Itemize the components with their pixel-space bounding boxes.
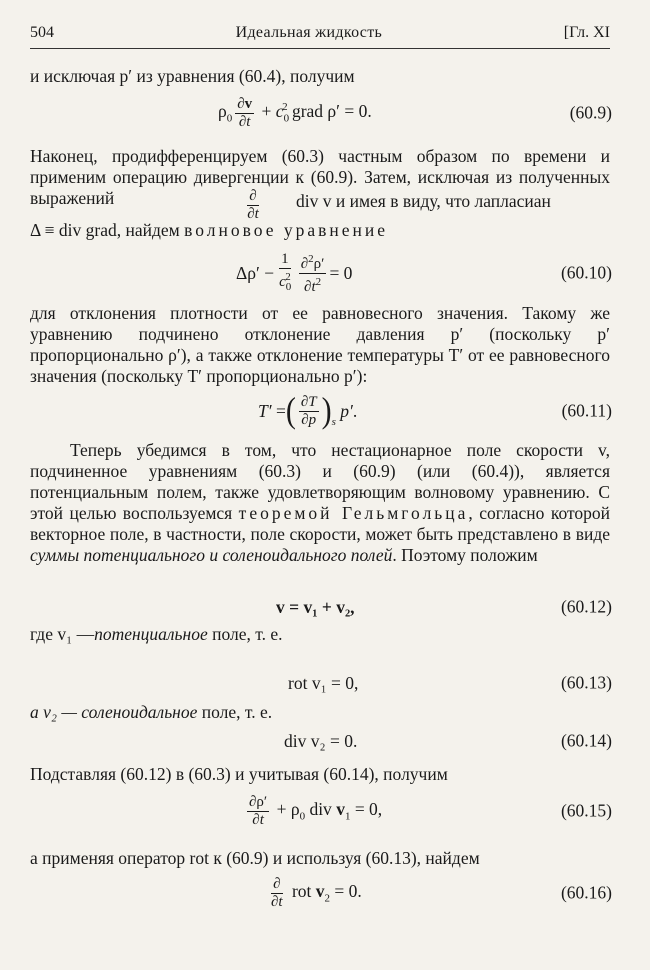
paragraph-4: Теперь убедимся в том, что нестационарное поле скорости v, подчиненное уравнениям (60.3) и (60.9) (или (60.4)), является потенциальным полем, также удовлетворяющим волновому уравнению. С этой целью воспользуемся теоремой Гельмгольца, согласно которой векторное поле, в частности, поле скорости, может быть представлено в виде суммы потенциального и соленоидального полей. Поэтому положим	[30, 440, 611, 565]
paragraph-7: Подставляя (60.12) в (60.3) и учитывая (60.14), получим	[30, 764, 448, 784]
equation-60-9	[0, 88, 650, 138]
equation-number: (60.10)	[560, 262, 612, 283]
paragraph-2-tail: div v и имея в виду, что лапласиан	[296, 191, 551, 211]
paragraph-6: а v₂ — соленоидальное поле, т. е.	[30, 702, 273, 722]
chapter-label: [Гл. XI	[563, 24, 610, 41]
paragraph-5: где v₁ —потенциальное поле, т. е.	[30, 624, 283, 644]
equation-number: (60.14)	[560, 730, 612, 751]
equation-body: T′ = ( $\frac{\partial T}{\partial p}$ ) $_s$ p′.	[258, 390, 358, 431]
paragraph-1: и исключая p′ из уравнения (60.4), получим	[30, 66, 355, 86]
equation-body: v = v₁ + v₂,	[276, 596, 355, 617]
d-dt-operator: $\frac{\partial}{\partial t}$	[247, 188, 259, 222]
equation-number: (60.13)	[560, 672, 612, 693]
page-number: 504	[30, 24, 54, 41]
equation-60-13	[0, 658, 650, 708]
equation-number: (60.11)	[561, 400, 612, 421]
equation-body: div v₂ = 0.	[284, 730, 358, 751]
equation-60-15	[0, 786, 650, 836]
running-header	[30, 24, 610, 49]
equation-60-10	[0, 248, 650, 298]
paragraph-2: Наконец, продифференцируем (60.3) частным образом по времени и применим операцию дивергенции к (60.9). Затем, исключая из полученных выражений	[30, 146, 610, 208]
paragraph-8: а применяя оператор rot к (60.9) и используя (60.13), найдем	[30, 848, 480, 868]
equation-body: $\rho_0$ $\frac{\partial v}{\partial t}$ + $c_0^2$ grad ρ′ = 0.	[218, 95, 372, 130]
equation-60-16	[0, 868, 650, 918]
paragraph-3: для отклонения плотности от ее равновесного значения. Такому же уравнению подчинено отклонение давления p′ (поскольку p′ пропорционально ρ′), а также отклонение температуры T′ от ее равновесного значения (поскольку T′ пропорционально p′):	[30, 303, 610, 386]
equation-60-11	[0, 386, 650, 436]
equation-body: $\frac{\partial\rho'}{\partial t}$ + $\rho_0$ div $v_1 = 0$,	[249, 793, 383, 828]
equation-number: (60.16)	[560, 882, 612, 903]
equation-number: (60.12)	[560, 596, 612, 617]
equation-body: rot v₁ = 0,	[288, 672, 359, 693]
equation-body: $\frac{\partial}{\partial t}$ rot $v_2 = 0$.	[271, 875, 362, 910]
running-title: Идеальная жидкость	[235, 24, 383, 41]
equation-body: Δρ′ − $\frac{1}{c_0^2}$ $\frac{\partial^2\rho'}{\partial t^2}$ = 0	[236, 250, 353, 295]
equation-number: (60.15)	[560, 800, 612, 821]
equation-number: (60.9)	[569, 102, 612, 123]
paragraph-2-end: Δ ≡ div grad, найдем волновое уравнение	[30, 220, 389, 240]
equation-60-14	[0, 716, 650, 766]
